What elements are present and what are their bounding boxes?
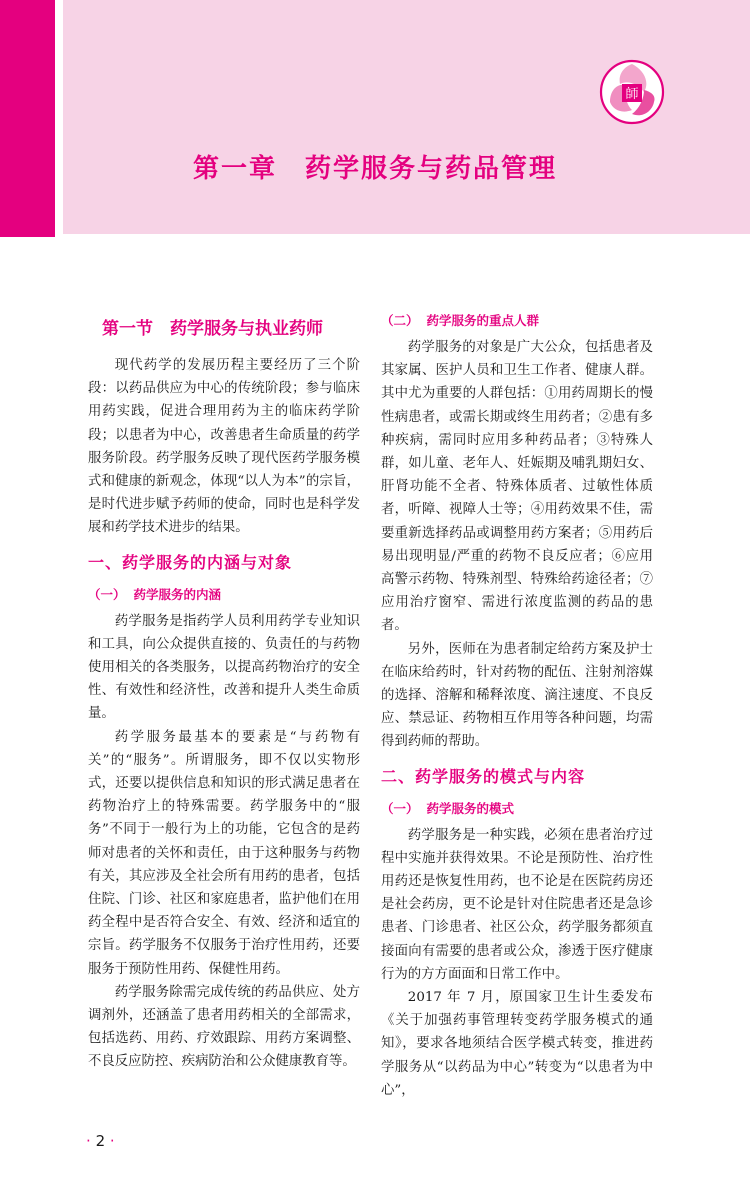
subheading-text: 药学服务的模式: [426, 800, 515, 816]
section-title: 第一节 药学服务与执业药师: [102, 319, 323, 339]
heading-connotation-and-targets: 一、药学服务的内涵与对象: [88, 552, 293, 572]
paragraph: 药学服务最基本的要素是“与药物有关”的“服务”。所谓服务，即不仅以实物形式，还要以提供信息和知识的形式满足患者在药物治疗上的特殊需要。药学服务中的“服务”不同于一般行为上的功能，它包含的是药师对患者的关怀和责任，由于这种服务与药物有关，其应涉及全社会所有用药的患者，包括住院、门诊、社区和家庭患者，监护他们在用药全程中是否符合安全、有效、经济和适宜的宗旨。药学服务不仅服务于治疗性用药，还要服务于预防性用药、保健性用药。: [88, 729, 360, 977]
subheading-connotation: [88, 584, 360, 606]
left-accent-strip: [0, 0, 55, 237]
page-number: [86, 1132, 115, 1150]
subheading-modes: [381, 798, 653, 820]
svg-text:師: 師: [625, 87, 639, 102]
subheading-text: 药学服务的重点人群: [426, 313, 540, 328]
subheading-number: （二）: [381, 313, 419, 328]
subheading-number: （一）: [381, 800, 419, 816]
left-column: [88, 310, 360, 1074]
page-number-value: 2: [95, 1132, 106, 1150]
subheading-number: （一）: [88, 586, 126, 602]
heading-modes-and-content: 二、药学服务的模式与内容: [381, 766, 586, 786]
intro-paragraph: 现代药学的发展历程主要经历了三个阶段：以药品供应为中心的传统阶段；参与临床用药实践，促进合理用药为主的临床药学阶段；以患者为中心，改善患者生命质量的药学服务阶段。药学服务反映了现代医药学服务模式和健康的新观念，体现“以人为本”的宗旨，是时代进步赋予药师的使命，同时也是科学发展和药学技术进步的结果。: [88, 358, 360, 536]
pharmacist-logo-icon: [598, 58, 666, 126]
paragraph: 另外，医师在为患者制定给药方案及护士在临床给药时，针对药物的配伍、注射剂溶媒的选择、溶解和稀释浓度、滴注速度、不良反应、禁忌证、药物相互作用等各种问题，均需得到药师的帮助。: [381, 641, 653, 750]
paragraph: 药学服务除需完成传统的药品供应、处方调剂外，还涵盖了患者用药相关的全部需求，包括选药、用药、疗效跟踪、用药方案调整、不良反应防控、疾病防治和公众健康教育等。: [88, 984, 360, 1070]
subheading-key-groups: [381, 310, 653, 332]
paragraph: 药学服务是一种实践，必须在患者治疗过程中实施并获得效果。不论是预防性、治疗性用药还是恢复性用药，也不论是在医院药房还是社会药房，更不论是针对住院患者还是急诊患者、门诊患者、社区公众，药学服务都须直接面向有需要的患者或公众，渗透于医疗健康行为的方方面面和日常工作中。: [381, 827, 653, 982]
right-column: [381, 310, 653, 1102]
paragraph: 药学服务的对象是广大公众，包括患者及其家属、医护人员和卫生工作者、健康人群。其中尤为重要的人群包括：①用药周期长的慢性病患者，或需长期或终生用药者；②患有多种疾病，需同时应用多种药品者；③特殊人群，如儿童、老年人、妊娠期及哺乳期妇女、肝肾功能不全者、特殊体质者、过敏性体质者，听障、视障人士等；④用药效果不佳，需要重新选择药品或调整用药方案者；⑤用药后易出现明显/严重的药物不良反应者；⑥应用高警示药物、特殊剂型、特殊给药途径者；⑦应用治疗窗窄、需进行浓度监测的药品的患者。: [381, 340, 653, 634]
page-dot-right: ·: [109, 1132, 115, 1150]
chapter-title: 第一章 药学服务与药品管理: [192, 154, 557, 184]
subheading-text: 药学服务的内涵: [133, 586, 222, 602]
page-dot-left: ·: [86, 1132, 91, 1150]
paragraph: 药学服务是指药学人员利用药学专业知识和工具，向公众提供直接的、负责任的与药物使用相关的各类服务，以提高药物治疗的安全性、有效性和经济性，改善和提升人类生命质量。: [88, 613, 360, 722]
paragraph: 2017 年 7 月，原国家卫生计生委发布《关于加强药事管理转变药学服务模式的通知》，要求各地须结合医学模式转变，推进药学服务从“以药品为中心”转变为“以患者为中心”，: [381, 990, 653, 1098]
